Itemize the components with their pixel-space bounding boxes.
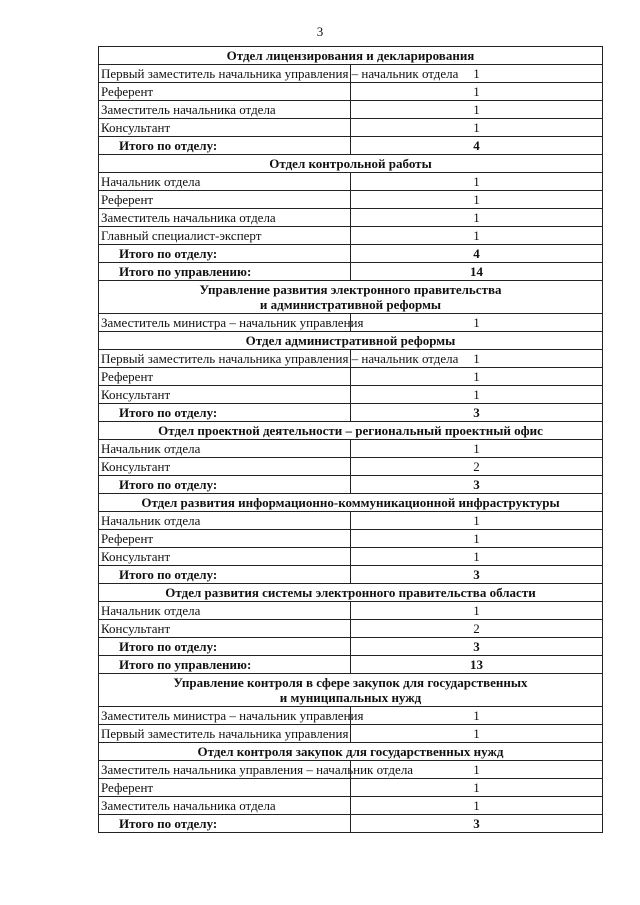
position-title: Главный специалист-эксперт [99, 227, 351, 245]
total-row [99, 245, 603, 263]
position-count: 1 [351, 368, 603, 386]
total-row [99, 476, 603, 494]
total-label: Итого по отделу: [99, 566, 351, 584]
section-title [99, 155, 603, 173]
position-count: 1 [351, 530, 603, 548]
total-row [99, 137, 603, 155]
position-count: 1 [351, 101, 603, 119]
page-number: 3 [316, 24, 324, 39]
position-row [99, 101, 603, 119]
total-label: Итого по отделу: [99, 476, 351, 494]
section-title [99, 743, 603, 761]
total-label: Итого по отделу: [99, 815, 351, 833]
position-row [99, 83, 603, 101]
total-count: 4 [351, 137, 603, 155]
total-count: 3 [351, 404, 603, 422]
section-title [99, 584, 603, 602]
position-count: 1 [351, 602, 603, 620]
section-title-line: Управление контроля в сфере закупок для государственных [173, 675, 528, 690]
section-title-line: Отдел проектной деятельности – региональный проектный офис [158, 423, 543, 438]
position-row [99, 209, 603, 227]
position-row [99, 779, 603, 797]
staff-table [98, 46, 603, 833]
position-title: Референт [99, 530, 351, 548]
total-label: Итого по отделу: [99, 638, 351, 656]
section-header-row [99, 155, 603, 173]
position-row [99, 512, 603, 530]
section-header-row [99, 47, 603, 65]
position-title: Заместитель начальника управления – начальник отдела [99, 761, 351, 779]
position-row [99, 227, 603, 245]
position-row [99, 797, 603, 815]
section-header-row [99, 422, 603, 440]
position-count: 1 [351, 173, 603, 191]
section-title [99, 494, 603, 512]
position-count: 1 [351, 440, 603, 458]
section-header-row [99, 743, 603, 761]
position-count: 1 [351, 350, 603, 368]
position-count: 1 [351, 779, 603, 797]
position-row [99, 440, 603, 458]
position-row [99, 620, 603, 638]
total-label: Итого по отделу: [99, 404, 351, 422]
position-row [99, 707, 603, 725]
position-count: 1 [351, 65, 603, 83]
position-row [99, 725, 603, 743]
section-title [99, 281, 603, 314]
total-count: 4 [351, 245, 603, 263]
position-title: Первый заместитель начальника управления – начальник отдела [99, 65, 351, 83]
position-row [99, 386, 603, 404]
total-count: 3 [351, 566, 603, 584]
total-count: 14 [351, 263, 603, 281]
position-row [99, 602, 603, 620]
section-title [99, 332, 603, 350]
section-title-line: Отдел развития информационно-коммуникационной инфраструктуры [141, 495, 560, 510]
position-title: Заместитель министра – начальник управления [99, 707, 351, 725]
total-row [99, 566, 603, 584]
position-title: Референт [99, 779, 351, 797]
position-title: Первый заместитель начальника управления [99, 725, 351, 743]
position-title: Начальник отдела [99, 173, 351, 191]
section-title [99, 47, 603, 65]
position-title: Консультант [99, 620, 351, 638]
position-title: Начальник отдела [99, 602, 351, 620]
section-title-line: и муниципальных нужд [279, 690, 422, 705]
total-label: Итого по отделу: [99, 137, 351, 155]
position-title: Референт [99, 191, 351, 209]
position-title: Референт [99, 83, 351, 101]
position-count: 1 [351, 707, 603, 725]
total-count: 3 [351, 638, 603, 656]
section-title-line: Отдел развития системы электронного правительства области [165, 585, 536, 600]
position-row [99, 548, 603, 566]
total-row [99, 815, 603, 833]
position-count: 1 [351, 83, 603, 101]
position-count: 1 [351, 209, 603, 227]
total-label: Итого по управлению: [99, 263, 351, 281]
position-title: Первый заместитель начальника управления – начальник отдела [99, 350, 351, 368]
section-title-line: Управление развития электронного правительства [199, 282, 502, 297]
position-count: 1 [351, 386, 603, 404]
position-title: Начальник отдела [99, 440, 351, 458]
total-count: 3 [351, 815, 603, 833]
section-title-line: Отдел лицензирования и декларирования [226, 48, 475, 63]
section-title [99, 674, 603, 707]
section-header-row [99, 494, 603, 512]
position-count: 1 [351, 725, 603, 743]
position-count: 1 [351, 512, 603, 530]
position-title: Заместитель начальника отдела [99, 101, 351, 119]
position-count: 1 [351, 548, 603, 566]
position-title: Консультант [99, 386, 351, 404]
total-label: Итого по отделу: [99, 245, 351, 263]
position-title: Референт [99, 368, 351, 386]
position-count: 2 [351, 620, 603, 638]
position-row [99, 173, 603, 191]
position-count: 1 [351, 191, 603, 209]
section-header-row [99, 281, 603, 314]
section-header-row [99, 584, 603, 602]
position-title: Консультант [99, 458, 351, 476]
position-row [99, 458, 603, 476]
position-row [99, 119, 603, 137]
position-title: Консультант [99, 548, 351, 566]
position-row [99, 191, 603, 209]
section-title [99, 422, 603, 440]
position-row [99, 65, 603, 83]
position-count: 1 [351, 227, 603, 245]
section-title-line: Отдел административной реформы [245, 333, 456, 348]
position-row [99, 530, 603, 548]
position-row [99, 368, 603, 386]
total-row [99, 656, 603, 674]
position-count: 1 [351, 797, 603, 815]
total-row [99, 263, 603, 281]
staff-table-body [99, 47, 603, 833]
total-row [99, 404, 603, 422]
position-title: Заместитель начальника отдела [99, 797, 351, 815]
total-count: 13 [351, 656, 603, 674]
total-count: 3 [351, 476, 603, 494]
position-title: Заместитель министра – начальник управления [99, 314, 351, 332]
section-title-line: Отдел контроля закупок для государственных нужд [197, 744, 504, 759]
position-count: 1 [351, 314, 603, 332]
position-count: 1 [351, 761, 603, 779]
position-row [99, 314, 603, 332]
position-title: Начальник отдела [99, 512, 351, 530]
total-row [99, 638, 603, 656]
section-title-line: и административной реформы [259, 297, 442, 312]
section-header-row [99, 674, 603, 707]
position-count: 2 [351, 458, 603, 476]
position-title: Консультант [99, 119, 351, 137]
section-title-line: Отдел контрольной работы [269, 156, 432, 171]
position-row [99, 350, 603, 368]
total-label: Итого по управлению: [99, 656, 351, 674]
position-count: 1 [351, 119, 603, 137]
position-title: Заместитель начальника отдела [99, 209, 351, 227]
section-header-row [99, 332, 603, 350]
position-row [99, 761, 603, 779]
